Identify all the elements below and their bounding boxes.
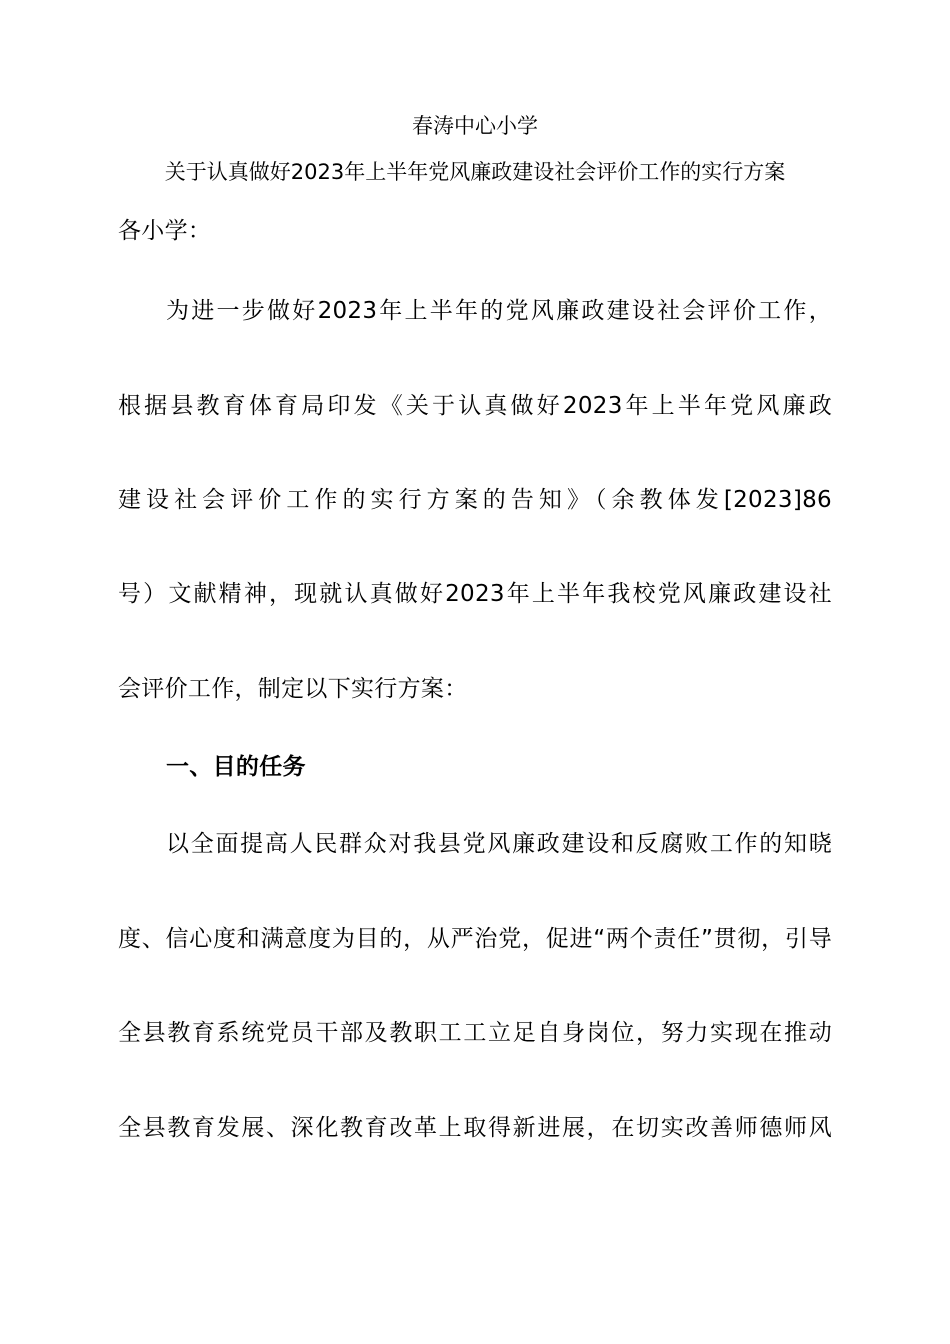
intro-line-1: 为进一步做好2023年上半年的党风廉政建设社会评价工作， [166,298,832,324]
section-heading-purpose: 一、目的任务 [166,754,306,780]
intro-line-3: 建设社会评价工作的实行方案的告知》（余教体发[2023]86 [118,487,832,513]
intro-line-4: 号）文献精神，现就认真做好2023年上半年我校党风廉政建设社 [118,581,832,607]
section1-line-3: 全县教育系统党员干部及教职工工立足自身岗位，努力实现在推动 [118,1020,832,1046]
section1-line-2: 度、信心度和满意度为目的，从严治党，促进“两个责任”贯彻，引导 [118,926,832,952]
intro-line-5: 会评价工作，制定以下实行方案： [118,676,468,702]
school-name: 春涛中心小学 [412,114,538,138]
intro-line-2: 根据县教育体育局印发《关于认真做好2023年上半年党风廉政 [118,393,832,419]
salutation: 各小学： [118,218,212,244]
document-title: 关于认真做好2023年上半年党风廉政建设社会评价工作的实行方案 [164,160,786,184]
section1-line-4: 全县教育发展、深化教育改革上取得新进展，在切实改善师德师风 [118,1115,832,1141]
section1-line-1: 以全面提高人民群众对我县党风廉政建设和反腐败工作的知晓 [166,831,832,857]
